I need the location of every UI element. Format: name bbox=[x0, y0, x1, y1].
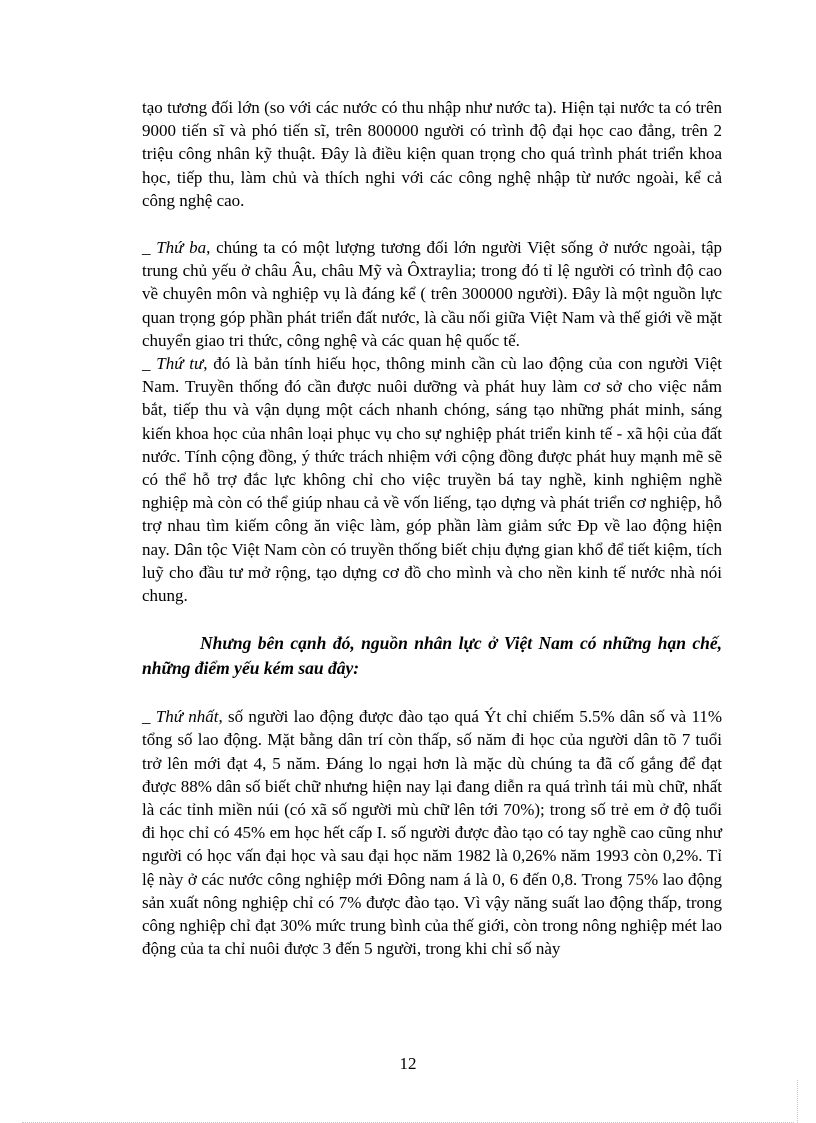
bullet-prefix: _ bbox=[142, 238, 157, 258]
section-heading-limitations: Nhưng bên cạnh đó, nguồn nhân lực ở Việt Nam có những hạn chế, những điểm yếu kém sau đây: bbox=[142, 633, 722, 679]
page-number: 12 bbox=[399, 1054, 417, 1073]
paragraph-gap bbox=[142, 607, 722, 631]
page-margin-marker bbox=[797, 1080, 798, 1123]
paragraph-training-level: tạo tương đối lớn (so với các nước có thu nhập như nước ta). Hiện tại nước ta có trên 9000 tiến sĩ và phó tiến sĩ, trên 800000 người có trình độ đại học cao đẳng, trên 2 triệu công nhân kỹ thuật. Đây là điều kiện quan trọng cho quá trình phát triển khoa học, tiếp thu, làm chủ và thích nghi với các công nghệ nhập từ nước ngoài, kể cả công nghệ cao. bbox=[142, 98, 722, 210]
bullet-prefix: _ bbox=[142, 354, 157, 374]
paragraph-gap bbox=[142, 212, 722, 236]
third-point-text: , chúng ta có một lượng tương đối lớn người Việt sống ở nước ngoài, tập trung chủ yếu ở châu Âu, châu Mỹ và Ôxtraylia; trong đó tỉ lệ người có trình độ cao về chuyên môn và nghiệp vụ là đáng kể ( trên 300000 người). Đây là một nguồn lực quan trọng góp phần phát triển đất nước, là cầu nối giữa Việt Nam và thế giới về mặt chuyển giao tri thức, công nghệ và các quan hệ quốc tế. bbox=[142, 238, 723, 350]
first-limitation-text: , số người lao động được đào tạo quá Ýt chỉ chiếm 5.5% dân số và 11% tổng số lao động. Mặt bằng dân trí còn thấp, số năm đi học của người dân tõ 7 tuổi trở lên mới đạt 4, 5 năm. Đáng lo ngại hơn là mặc dù chúng ta đã cố gắng để đạt được 88% dân số biết chữ nhưng hiện nay lại đang diễn ra quá trình tái mù chữ, nhất là các tỉnh miền núi (có xã số người mù chữ lên tới 70%); trong số trẻ em ở độ tuổi đi học chỉ có 45% em học hết cấp I. số người được đào tạo có tay nghề cao cũng như người có học vấn đại học và sau đại học năm 1982 là 0,26% năm 1993 còn 0,2%. Tỉ lệ này ở các nước công nghiệp mới Đông nam á là 0, 6 đến 0,8. Trong 75% lao động sản xuất nông nghiệp chỉ có 7% được đào tạo. Vì vậy năng suất lao động thấp, trong công nghiệp chỉ đạt 30% mức trung bình của thế giới, còn trong nông nghiệp mét lao động của ta chỉ nuôi được 3 đến 5 người, trong khi chỉ số này bbox=[142, 707, 723, 959]
fourth-point-label: Thứ tư bbox=[156, 354, 204, 374]
third-point-label: Thứ ba bbox=[156, 238, 207, 258]
page-body bbox=[142, 96, 722, 961]
bullet-prefix: _ bbox=[142, 707, 156, 727]
paragraph-gap bbox=[142, 681, 722, 705]
first-limitation-label: Thứ nhất bbox=[155, 707, 219, 727]
paragraph-fourth-point bbox=[142, 352, 722, 607]
paragraph-third-point bbox=[142, 236, 722, 352]
fourth-point-text: , đó là bản tính hiếu học, thông minh cần cù lao động của con người Việt Nam. Truyền thống đó cần được nuôi dưỡng và phát huy làm cơ sở cho việc nắm bắt, tiếp thu và vận dụng một cách nhanh chóng, sáng tạo những phát minh, sáng kiến khoa học của nhân loại phục vụ cho sự nghiệp phát triển kinh tế - xã hội của đất nước. Tính cộng đồng, ý thức trách nhiệm với cộng đồng được phát huy mạnh mẽ sẽ có thể hỗ trợ đắc lực không chỉ cho việc truyền bá tay nghề, kinh nghiệm nghề nghiệp mà còn có thể giúp nhau cả về vốn liếng, tạo dựng và phát triển cơ nghiệp, hỗ trợ nhau tìm kiếm công ăn việc làm, góp phần làm giảm sức Ðp về lao động hiện nay. Dân tộc Việt Nam còn có truyền thống biết chịu đựng gian khổ để tiết kiệm, tích luỹ cho đầu tư mở rộng, tạo dựng cơ đồ cho mình và cho nền kinh tế nước nhà nói chung. bbox=[142, 354, 722, 606]
paragraph-first-limitation bbox=[142, 705, 722, 960]
